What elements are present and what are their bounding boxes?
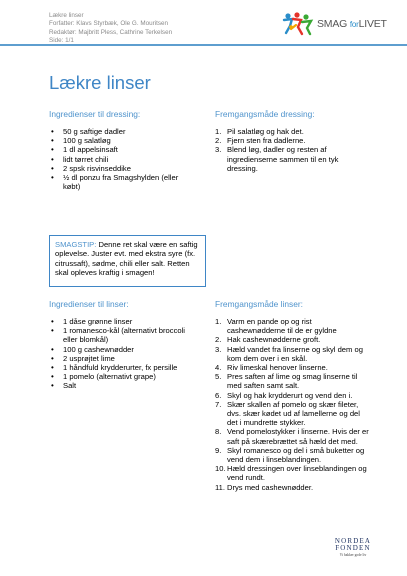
meta-title: Lækre linser [49, 12, 84, 19]
nordea-fonden-logo [318, 538, 388, 557]
list-item: 7. Skær skallen af pomelo og skær fileter, dvs. skær kødet ud af lamellerne og del det i mundrette stykker. [215, 399, 360, 428]
list-item: 11. Drys med cashewnødder. [215, 482, 314, 492]
meta-editor: Redaktør: Majbritt Pless, Cathrine Terkelsen [49, 28, 173, 36]
smagstip-text: Denne ret skal være en saftig oplevelse. Juster evt. med ekstra syre (fx. citrussaft), sødme, chili eller salt. Retten skal opleves kraftig i smagen! [55, 240, 198, 278]
smagstip-label: SMAGSTIP: [55, 240, 97, 249]
list-item: 5. Pres saften af lime og smag linserne til med saften samt salt. [215, 372, 358, 391]
list-item: 8. Vend pomelostykker i linserne. Hvis der er saft på skærebrættet så hæld det med. [215, 427, 369, 446]
list-item: 2. Fjern sten fra dadlerne. [215, 136, 306, 146]
list-item: 9. Skyl romanesco og del i små buketter og vend dem i linseblandingen. [215, 445, 365, 465]
list-item: 3. Blend løg, dadler og resten af ingredienserne sammen til en tyk dressing. [215, 145, 339, 173]
list-item: • 100 g cashewnødder [49, 345, 199, 354]
list-item: • 1 romanesco-kål (alternativt broccoli eller blomkål) [49, 326, 199, 344]
smag-for-livet-figures-icon [282, 11, 314, 37]
logo-wordmark: SMAG forLIVET [317, 18, 387, 30]
list-item: • 100 g salatløg [49, 136, 189, 145]
smag-for-livet-logo [282, 10, 392, 38]
list-item: 2. Hak cashewnødderne groft. [215, 335, 321, 345]
smagstip-box [49, 235, 206, 287]
document-meta [49, 12, 269, 45]
list-item: • 1 håndfuld krydderurter, fx persille [49, 363, 199, 372]
dressing-steps-list [215, 127, 365, 173]
list-item: 1. Varm en pande op og rist cashewnødderne til de er gyldne [215, 317, 337, 336]
list-item: • 2 usprøjtet lime [49, 354, 199, 363]
dressing-method-heading: Fremgangsmåde dressing: [215, 109, 315, 119]
list-item: • Salt [49, 381, 199, 390]
list-item: • ½ dl ponzu fra Smagshylden (eller købt) [49, 173, 189, 191]
list-item: 10. Hæld dressingen over linseblandingen og vend rundt. [215, 464, 367, 483]
linser-ingredients-list [49, 317, 199, 391]
nordea-logo-line2: FONDEN [335, 544, 371, 552]
meta-author: Forfatter: Klavs Styrbæk, Ole G. Mouritsen [49, 20, 168, 28]
list-item: 1. Pil salatløg og hak det. [215, 127, 304, 136]
list-item: • 1 dåse grønne linser [49, 317, 199, 326]
linser-ingredients-heading: Ingredienser til linser: [49, 299, 129, 309]
nordea-logo-line1: NORDEA [334, 537, 372, 545]
header-rule [0, 44, 407, 46]
dressing-ingredients-list [49, 127, 189, 191]
list-item: 4. Riv limeskal henover linserne. [215, 363, 328, 373]
recipe-title: Lækre linser [49, 72, 151, 93]
list-item: 6. Skyl og hak krydderurt og vend den i. [215, 390, 353, 400]
list-item: • 2 spsk risvinseddike [49, 164, 189, 173]
list-item: • 1 pomelo (alternativt grape) [49, 372, 199, 381]
list-item: 3. Hæld vandet fra linserne og skyl dem og kom dem over i en skål. [215, 344, 363, 363]
list-item: • 1 dl appelsinsaft [49, 145, 189, 154]
dressing-ingredients-heading: Ingredienser til dressing: [49, 109, 141, 119]
list-item: • 50 g saftige dadler [49, 127, 189, 136]
nordea-tagline: Vi bakker gode liv [339, 553, 367, 557]
list-item: • lidt tørret chili [49, 155, 189, 164]
linser-steps-list [215, 317, 370, 492]
meta-page: Side: 1/1 [49, 36, 74, 44]
linser-method-heading: Fremgangsmåde linser: [215, 299, 303, 309]
